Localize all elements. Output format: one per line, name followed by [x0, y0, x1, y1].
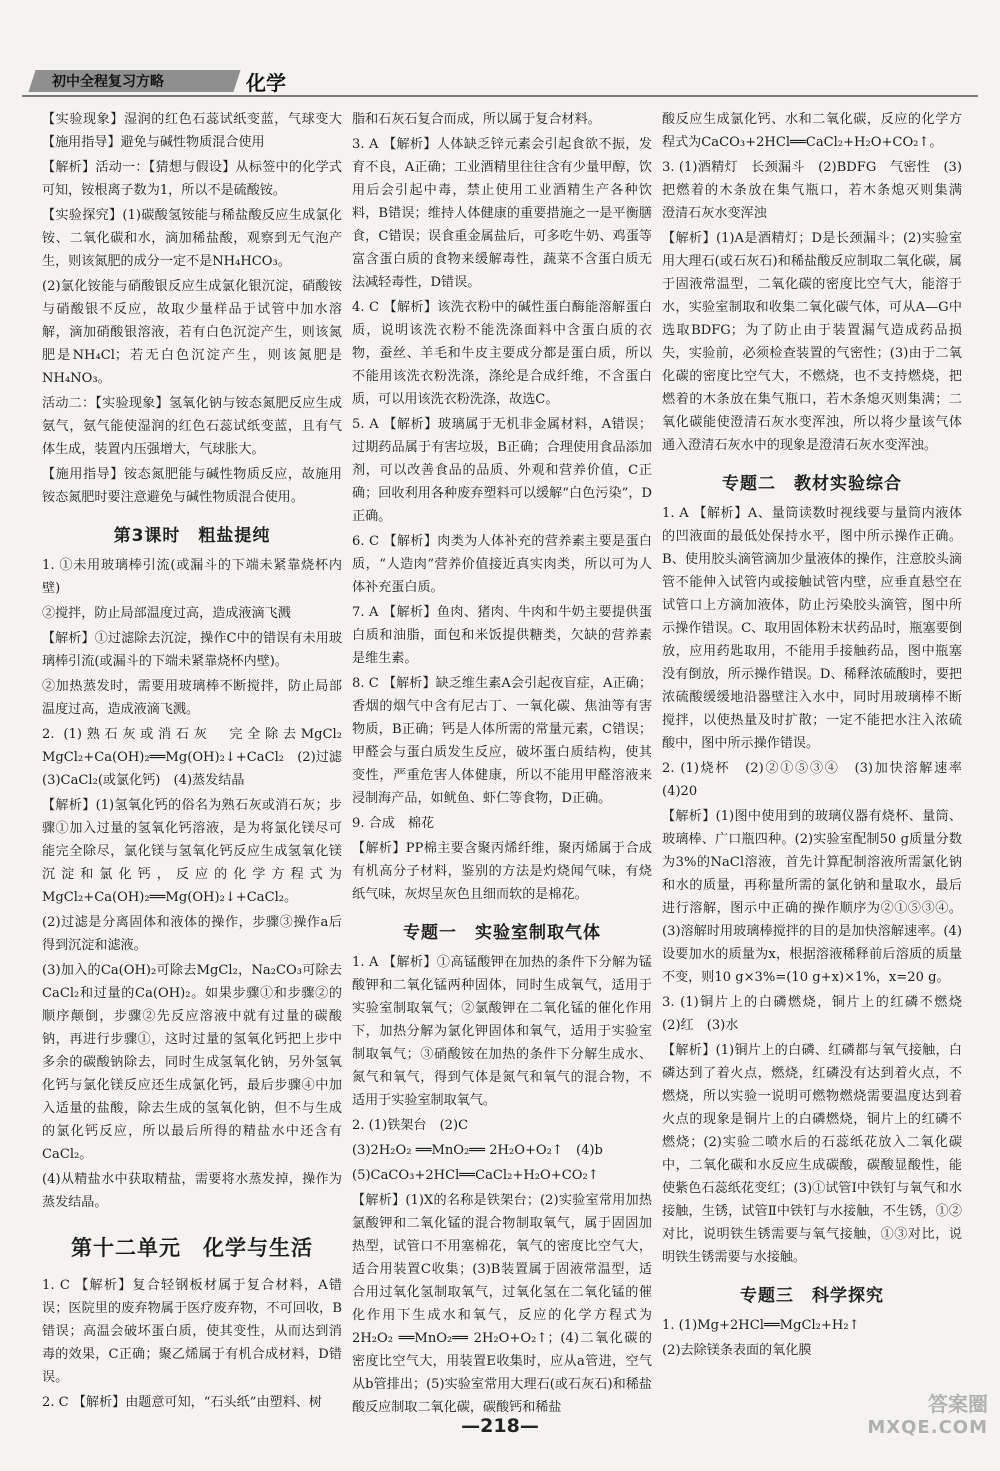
subject-title: 化学 — [246, 71, 286, 95]
answer-paragraph: (3)2H₂O₂ ══MnO₂══ 2H₂O+O₂↑ (4)b — [352, 1143, 603, 1158]
section-heading: 专题二 教材实验综合 — [722, 474, 902, 494]
watermark-logo — [867, 1388, 988, 1438]
answer-paragraph: 【实验探究】(1)碳酸氢铵能与稀盐酸反应生成氯化铵、二氧化碳和水，滴加稀盐酸，观察到无气泡产生，则该氮肥的成分一定不是NH₄HCO₃。 — [42, 208, 342, 269]
answer-paragraph: 【解析】①过滤除去沉淀，操作C中的错误有未用玻璃棒引流(或漏斗的下端未紧靠烧杯内壁)。 — [42, 631, 342, 669]
answer-paragraph: 2. (1)铁架台 (2)C — [352, 1118, 469, 1133]
answer-paragraph: 1. ①未用玻璃棒引流(或漏斗的下端未紧靠烧杯内壁) — [42, 558, 342, 596]
answer-paragraph: (2)氯化铵能与硝酸银反应生成氯化银沉淀，硝酸铵与硝酸银不反应，故取少量样品于试管中加水溶解，滴加硝酸银溶液，若有白色沉淀产生，则该氮肥是NH₄Cl；若无白色沉淀产生，则该氮肥是NH₄NO₃。 — [42, 279, 342, 386]
header-rule — [22, 95, 978, 97]
answer-paragraph: 【解析】PP棉主要含聚丙烯纤维，聚丙烯属于合成有机高分子材料，鉴别的方法是灼烧闻气味，有烧纸气味，灰烬呈灰色且细而软的是棉花。 — [352, 841, 652, 902]
column-right — [662, 108, 976, 1421]
answer-paragraph: 5. A 【解析】玻璃属于无机非金属材料，A错误；过期药品属于有害垃圾，B正确；合理使用食品添加剂，可以改善食品的品质、外观和营养价值，C正确；回收利用各种废弃塑料可以缓解“白色污染”，D正确。 — [352, 417, 652, 524]
answer-paragraph: 1. C 【解析】复合轻钢板材属于复合材料，A错误；医院里的废弃物属于医疗废弃物，不可回收，B错误；高温会破坏蛋白质，使其变性，从而达到消毒的效果，C正确；聚乙烯属于有机合成材料，D错误。 — [42, 1278, 342, 1385]
book-title: 初中全程复习方略 — [52, 74, 164, 90]
answer-paragraph: ②加热蒸发时，需要用玻璃棒不断搅拌，防止局部温度过高，造成液滴飞溅。 — [42, 679, 342, 717]
answer-paragraph: 9. 合成 棉花 — [352, 816, 435, 831]
section-heading: 专题三 科学探究 — [740, 1286, 884, 1306]
answer-paragraph: 2. C 【解析】由题意可知，“石头纸”由塑料、树 — [42, 1395, 322, 1410]
answer-paragraph: 6. C 【解析】肉类为人体补充的营养素主要是蛋白质，“人造肉”营养价值接近真实肉类，所以可为人体补充蛋白质。 — [352, 534, 652, 595]
page-number: —218— — [461, 1415, 539, 1437]
answer-paragraph: 【解析】(1)A是酒精灯；D是长颈漏斗；(2)实验室用大理石(或石灰石)和稀盐酸反应制取二氧化碳，属于固液常温型，二氧化碳的密度比空气大，能溶于水，实验室制取和收集二氧化碳气体，可从A—G中选取BDFG；为了防止由于装置漏气造成药品损失，实验前，必须检查装置的气密性；(3)由于二氧化碳的密度比空气大，不燃烧，也不支持燃烧，把燃着的木条放在集气瓶口，若木条熄灭则集满；二氧化碳能使澄清石灰水变浑浊，所以将少量该气体通入澄清石灰水中的现象是澄清石灰水变浑浊。 — [662, 231, 962, 453]
answer-paragraph: 4. C 【解析】该洗衣粉中的碱性蛋白酶能溶解蛋白质，说明该洗衣粉不能洗涤面料中含蛋白质的衣物，蚕丝、羊毛和牛皮主要成分都是蛋白质，所以不能用该洗衣粉洗涤，涤纶是合成纤维，不含蛋白质，可以用该洗衣粉洗涤，故选C。 — [352, 300, 652, 407]
answer-paragraph: ②搅拌，防止局部温度过高，造成液滴飞溅 — [42, 606, 291, 621]
answer-paragraph: 1. A 【解析】A、量筒读数时视线要与量筒内液体的凹液面的最低处保持水平，图中所示操作正确。B、使用胶头滴管滴加少量液体的操作，注意胶头滴管不能伸入试管内或接触试管内壁，应垂直悬空在试管口上方滴加液体，防止污染胶头滴管，图中所示操作错误。C、取用固体粉末状药品时，瓶塞要倒放，应用药匙取用，不能用手接触药品，图中瓶塞没有倒放，所示操作错误。D、稀释浓硫酸时，要把浓硫酸缓缓地沿器壁注入水中，同时用玻璃棒不断搅拌，以使热量及时扩散；一定不能把水注入浓硫酸中，图中所示操作错误。 — [662, 506, 962, 751]
answer-paragraph: 酸反应生成氯化钙、水和二氧化碳，反应的化学方程式为CaCO₃+2HCl══CaCl₂+H₂O+CO₂↑。 — [662, 112, 962, 150]
answer-paragraph: 【施用指导】铵态氮肥能与碱性物质反应，故施用铵态氮肥时要注意避免与碱性物质混合使用。 — [42, 467, 342, 505]
watermark-text: 答案圈 — [928, 1392, 988, 1416]
answer-paragraph: 1. A 【解析】①高锰酸钾在加热的条件下分解为锰酸钾和二氧化锰两种固体，同时生成氧气，适用于实验室制取氧气；②氯酸钾在二氧化锰的催化作用下，加热分解为氯化钾固体和氧气，适用于实验室制取氧气；③硝酸铵在加热的条件下分解生成水、氮气和氧气，得到气体是氮气和氧气的混合物，不适用于实验室制取氧气。 — [352, 955, 652, 1108]
column-left — [42, 108, 356, 1421]
answer-paragraph: 【解析】(1)X的名称是铁架台；(2)实验室常用加热氯酸钾和二氧化锰的混合物制取氧气，属于固固加热型，试管口不用塞棉花，氧气的密度比空气大，适合用装置C收集；(3)B装置属于固液常温型，适合用过氧化氢制取氧气，过氧化氢在二氧化锰的催化作用下生成水和氧气，反应的化学方程式为2H₂O₂ ══MnO₂══ 2H₂O+O₂↑；(4)二氧化碳的密度比空气大，用装置E收集时，应从a管进，空气从b管排出；(5)实验室常用大理石(或石灰石)和稀盐酸反应制取二氧化碳，碳酸钙和稀盐 — [352, 1193, 652, 1415]
answer-paragraph: 【解析】(1)图中使用到的玻璃仪器有烧杯、量筒、玻璃棒、广口瓶四种。(2)实验室配制50 g质量分数为3%的NaCl溶液，首先计算配制溶液所需氯化钠和水的质量，再称量所需的氯化钠和量取水，最后进行溶解，图示中正确的操作顺序为②①⑤③④。(3)溶解时用玻璃棒搅拌的目的是加快溶解速率。(4)设要加水的质量为x，根据溶液稀释前后溶质的质量不变，则10 g×3%=(10 g+x)×1%，x=20 g。 — [662, 809, 962, 985]
answer-paragraph: 【解析】活动一：【猜想与假设】从标签中的化学式可知，铵根离子数为1，所以不是硫酸铵。 — [42, 160, 342, 198]
page-header — [22, 62, 978, 100]
answer-paragraph: 2. (1)烧杯 (2)②①⑤③④ (3)加快溶解速率 (4)20 — [662, 761, 976, 799]
section-heading: 第3课时 粗盐提纯 — [113, 526, 271, 546]
section-heading: 专题一 实验室制取气体 — [403, 923, 601, 943]
answer-paragraph: (5)CaCO₃+2HCl══CaCl₂+H₂O+CO₂↑ — [352, 1168, 599, 1183]
answer-paragraph: 3. (1)酒精灯 长颈漏斗 (2)BDFG 气密性 (3)把燃着的木条放在集气瓶口，若木条熄灭则集满 澄清石灰水变浑浊 — [662, 160, 976, 221]
answer-paragraph: 活动二：【实验现象】氢氧化钠与铵态氮肥反应生成氨气，氨气能使湿润的红色石蕊试纸变蓝，且有气体生成，装置内压强增大，气球胀大。 — [42, 396, 342, 457]
answer-paragraph: 2. (1)熟石灰或消石灰 完全除去MgCl₂ MgCl₂+Ca(OH)₂══Mg(OH)₂↓+CaCl₂ (2)过滤 (3)CaCl₂(或氯化钙) (4)蒸发结晶 — [42, 727, 356, 788]
column-middle — [352, 108, 652, 1421]
answer-paragraph: 3. A 【解析】人体缺乏锌元素会引起食欲不振，发育不良，A正确；工业酒精里往往含有少量甲醇，饮用后会引起中毒，禁止使用工业酒精生产各种饮料，B错误；维持人体健康的重要措施之一是平衡膳食，C错误；误食重金属盐后，可多吃牛奶、鸡蛋等富含蛋白质的食物来缓解毒性，蔬菜不含蛋白质无法减轻毒性，D错误。 — [352, 137, 652, 290]
answer-paragraph: 3. (1)铜片上的白磷燃烧，铜片上的红磷不燃烧 (2)红 (3)水 — [662, 995, 976, 1033]
answer-paragraph: 1. (1)Mg+2HCl══MgCl₂+H₂↑ — [662, 1318, 860, 1333]
answer-paragraph: 【实验现象】湿润的红色石蕊试纸变蓝，气球变大 【施用指导】避免与碱性物质混合使用 — [42, 112, 342, 150]
answer-paragraph: (4)从精盐水中获取精盐，需要将水蒸发掉，操作为蒸发结晶。 — [42, 1172, 342, 1210]
answer-paragraph: (2)过滤是分离固体和液体的操作，步骤③操作a后得到沉淀和滤液。 — [42, 915, 342, 953]
answer-paragraph: (2)去除镁条表面的氧化膜 — [662, 1343, 812, 1358]
answer-paragraph: 脂和石灰石复合而成，所以属于复合材料。 — [352, 112, 601, 127]
answer-paragraph: 8. C 【解析】缺乏维生素A会引起夜盲症，A正确；香烟的烟气中含有尼古丁、一氧化碳、焦油等有害物质，B正确；钙是人体所需的常量元素，C错误；甲醛会与蛋白质发生反应，破坏蛋白质结构，使其变性，严重危害人体健康，所以不能用甲醛溶液来浸制海产品，如鱿鱼、虾仁等食物，D正确。 — [352, 676, 652, 806]
answer-paragraph: 【解析】(1)氢氧化钙的俗名为熟石灰或消石灰；步骤①加入过量的氢氧化钙溶液，是为将氯化镁尽可能完全除尽，氯化镁与氢氧化钙反应生成氢氧化镁沉淀和氯化钙，反应的化学方程式为MgCl₂+Ca(OH)₂══Mg(OH)₂↓+CaCl₂。 — [42, 798, 342, 905]
answer-paragraph: (3)加入的Ca(OH)₂可除去MgCl₂，Na₂CO₃可除去CaCl₂和过量的Ca(OH)₂。如果步骤①和步骤②的顺序颠倒，步骤②先反应溶液中就有过量的碳酸钠，再进行步骤①，这时过量的氢氧化钙把上步中多余的碳酸钠除去，同时生成氢氧化钠，另外氢氧化钙与氯化镁反应还生成氯化钙，最后步骤④中加入适量的盐酸，除去生成的氢氧化钠，但不与生成的氯化钙反应，所以最后所得的精盐水中还含有CaCl₂。 — [42, 963, 342, 1162]
watermark-url: MXQE.COM — [867, 1417, 988, 1438]
answer-paragraph: 7. A 【解析】鱼肉、猪肉、牛肉和牛奶主要提供蛋白质和油脂，面包和米饭提供糖类，欠缺的营养素是维生素。 — [352, 605, 652, 666]
answer-paragraph: 【解析】(1)铜片上的白磷、红磷都与氧气接触，白磷达到了着火点，燃烧，红磷没有达到着火点，不燃烧，所以实验一说明可燃物燃烧需要温度达到着火点的现象是铜片上的白磷燃烧，铜片上的红磷不燃烧；(2)实验二喷水后的石蕊纸花放入二氧化碳中，二氧化碳和水反应生成碳酸，碳酸显酸性，能使紫色石蕊纸花变红；(3)①试管Ⅰ中铁钉与氧气和水接触，生锈，试管Ⅱ中铁钉与水接触，不生锈，①②对比，说明铁生锈需要与氧气接触，①③对比，说明铁生锈需要与水接触。 — [662, 1043, 962, 1265]
unit-heading: 第十二单元 化学与生活 — [71, 1236, 313, 1260]
